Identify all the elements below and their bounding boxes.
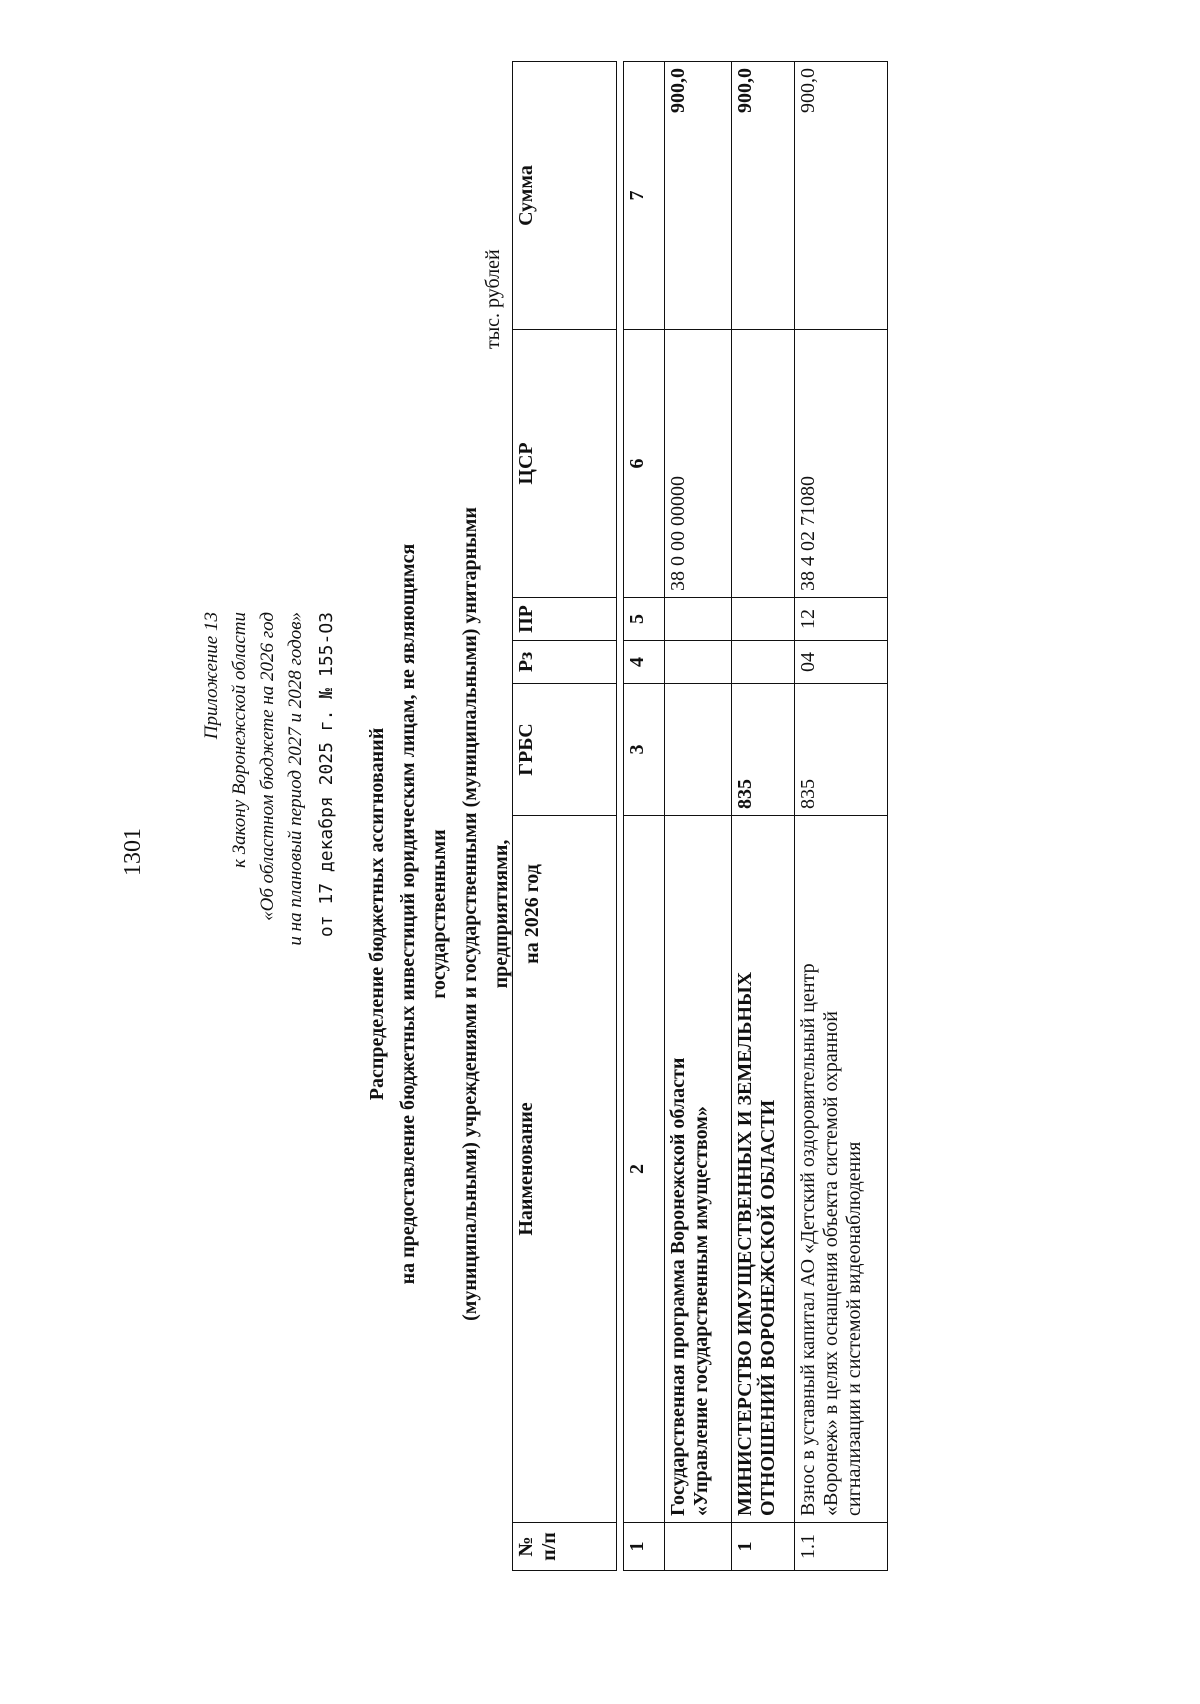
header-grbs: ГРБС [513, 684, 617, 816]
cell-name [665, 816, 732, 1523]
header-pr: ПР [513, 598, 617, 641]
cell-no: 1.1 [795, 1523, 888, 1571]
cell-sum: 900,0 [795, 62, 888, 330]
name-line: сигнализации и системой видеонаблюдения [843, 1141, 865, 1516]
cell-grbs: 835 [732, 684, 795, 816]
title-line-1: Распределение бюджетных ассигнований [366, 727, 388, 1101]
law-title-line-2: и на плановый период 2027 и 2028 годов» [285, 612, 306, 946]
table-row [795, 62, 888, 1571]
cell-pr: 12 [795, 598, 888, 641]
col-number: 4 [624, 641, 665, 684]
data-table [623, 61, 888, 1571]
appendix-label: Приложение 13 [201, 612, 222, 740]
table-header [512, 61, 617, 1571]
header-name: Наименование [513, 816, 617, 1523]
col-number: 2 [624, 816, 665, 1523]
cell-csr: 38 0 00 00000 [665, 330, 732, 598]
cell-grbs: 835 [795, 684, 888, 816]
col-number: 6 [624, 330, 665, 598]
name-line: «Воронеж» в целях оснащения объекта системой охранной [820, 1011, 842, 1516]
cell-name [732, 816, 795, 1523]
cell-grbs [665, 684, 732, 816]
name-line: МИНИСТЕРСТВО ИМУЩЕСТВЕННЫХ И ЗЕМЕЛЬНЫХ [734, 971, 756, 1516]
table-row [665, 62, 732, 1571]
col-number: 7 [624, 62, 665, 330]
name-line: ОТНОШЕНИЙ ВОРОНЕЖСКОЙ ОБЛАСТИ [757, 1099, 779, 1516]
cell-rz [665, 641, 732, 684]
name-line: Государственная программа Воронежской области [667, 1057, 689, 1516]
page-number: 1301 [120, 828, 146, 876]
header-csr: ЦСР [513, 330, 617, 598]
cell-rz: 04 [795, 641, 888, 684]
cell-sum: 900,0 [665, 62, 732, 330]
cell-rz [732, 641, 795, 684]
cell-csr: 38 4 02 71080 [795, 330, 888, 598]
header-row [513, 62, 617, 1571]
cell-csr [732, 330, 795, 598]
header-sum: Сумма [513, 62, 617, 330]
table-row [732, 62, 795, 1571]
cell-no [665, 1523, 732, 1571]
col-number: 3 [624, 684, 665, 816]
header-no: № п/п [513, 1523, 617, 1571]
col-number: 1 [624, 1523, 665, 1571]
cell-pr [665, 598, 732, 641]
cell-pr [732, 598, 795, 641]
cell-sum: 900,0 [732, 62, 795, 330]
units-label: тыс. рублей [482, 249, 504, 349]
name-line: Взнос в уставный капитал АО «Детский оздоровительный центр [797, 963, 819, 1516]
cell-no: 1 [732, 1523, 795, 1571]
column-number-row [624, 62, 665, 1571]
law-title-line-1: «Об областном бюджете на 2026 год [257, 612, 278, 921]
name-line: «Управление государственным имуществом» [690, 1106, 712, 1516]
approval-block [198, 612, 344, 946]
title-line-3: (муниципальными) учреждениями и государственными (муниципальными) унитарными предприятиями, [459, 507, 512, 1321]
title-line-2: на предоставление бюджетных инвестиций юридическим лицам, не являющимся государственными [397, 543, 450, 1285]
law-date: от 17 декабря 2025 г. № 155-ОЗ [316, 612, 337, 938]
header-rz: Рз [513, 641, 617, 684]
cell-name [795, 816, 888, 1523]
title-line-4: на 2026 год [521, 864, 543, 964]
col-number: 5 [624, 598, 665, 641]
law-reference: к Закону Воронежской области [229, 612, 250, 868]
